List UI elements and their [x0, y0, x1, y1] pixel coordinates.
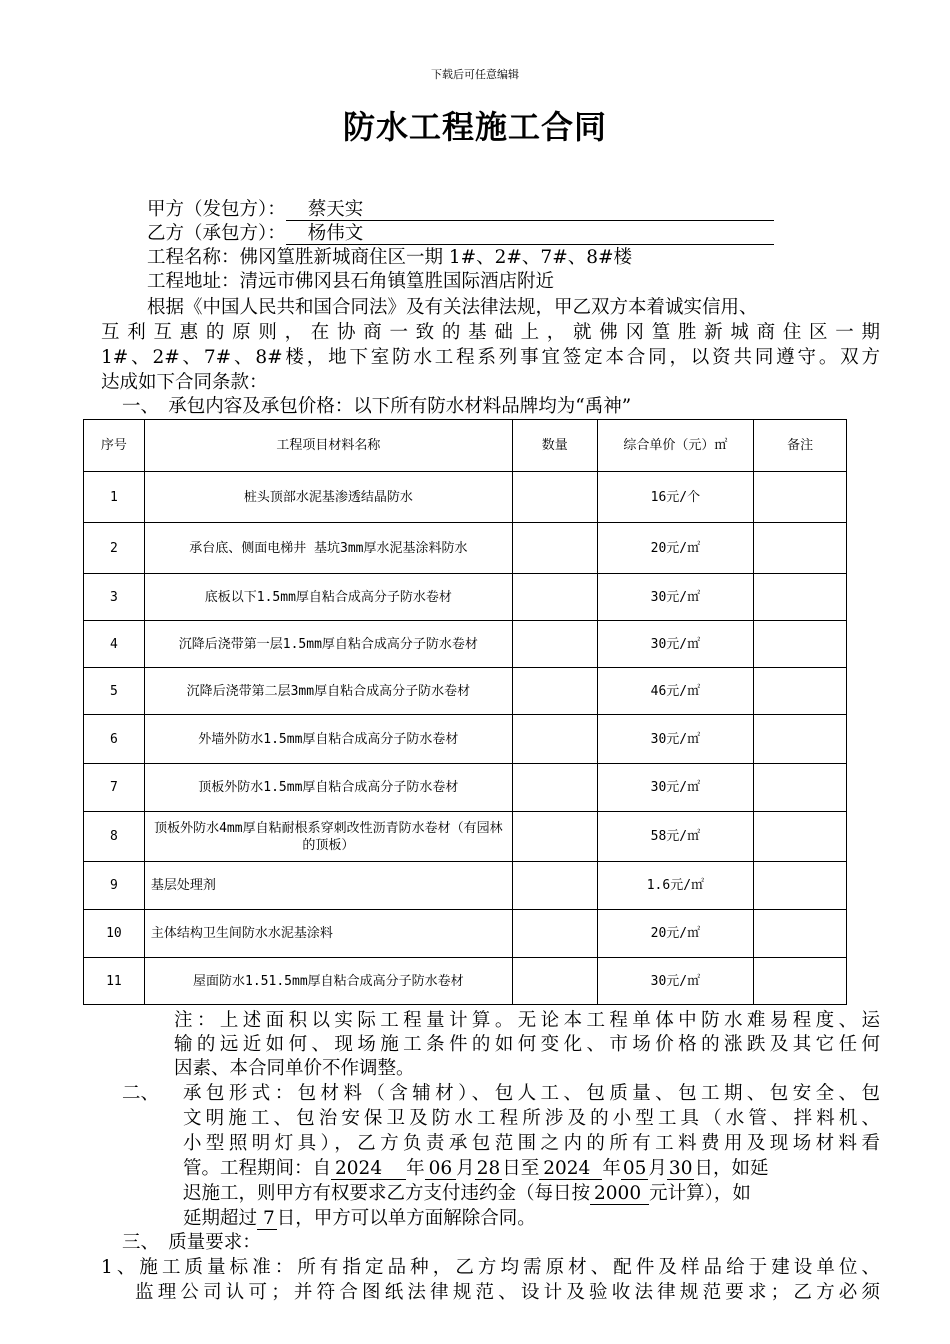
period-text: 年: [602, 1158, 621, 1179]
row-price: 58元/㎡: [597, 812, 754, 862]
start-day: 28: [476, 1158, 501, 1179]
row-no: 1: [84, 472, 145, 523]
header-note: 下载后可任意编辑: [431, 68, 519, 81]
table-row: [84, 621, 847, 668]
section-3-heading: 三、 质量要求：: [122, 1232, 261, 1253]
penalty-text: 元计算），如: [649, 1183, 751, 1204]
penalty-line: [183, 1182, 751, 1206]
section-1-heading: 一、 承包内容及承包价格：以下所有防水材料品牌均为“禹神”: [122, 396, 632, 417]
row-name: 沉降后浇带第一层1.5mm厚自粘合成高分子防水卷材: [144, 621, 512, 668]
construction-period: [183, 1157, 768, 1181]
row-price: 30元/㎡: [597, 715, 754, 764]
row-no: 9: [84, 862, 145, 910]
row-note: [754, 910, 847, 958]
row-price: 30元/㎡: [597, 574, 754, 621]
intro-line: 达成如下合同条款：: [101, 372, 268, 393]
row-name: 沉降后浇带第二层3mm厚自粘合成高分子防水卷材: [144, 668, 512, 715]
section-2-line: 承包形式：包材料（含辅材）、包人工、包质量、包工期、包安全、包: [183, 1083, 880, 1104]
quality-line: 监理公司认可；并符合图纸法律规范、设计及验收法律规范要求；乙方必须: [135, 1282, 880, 1303]
row-no: 6: [84, 715, 145, 764]
row-price: 16元/个: [597, 472, 754, 523]
period-text: 年: [406, 1158, 425, 1179]
quality-line: 1、施工质量标准：所有指定品种，乙方均需原材、配件及样品给于建设单位、: [101, 1257, 880, 1278]
row-qty: [512, 862, 597, 910]
penalty-text: 迟施工，则甲方有权要求乙方支付违约金（每日按: [183, 1183, 591, 1204]
row-name: 主体结构卫生间防水水泥基涂料: [144, 910, 512, 958]
row-no: 11: [84, 958, 145, 1005]
overdue-line: [183, 1207, 536, 1231]
row-qty: [512, 812, 597, 862]
table-row: [84, 574, 847, 621]
row-price: 30元/㎡: [597, 764, 754, 812]
row-qty: [512, 621, 597, 668]
end-month: 05: [622, 1158, 647, 1179]
row-note: [754, 621, 847, 668]
row-note: [754, 812, 847, 862]
row-no: 3: [84, 574, 145, 621]
document-title: 防水工程施工合同: [342, 108, 607, 146]
table-row: [84, 523, 847, 574]
section-2-line: 小型照明灯具），乙方负责承包范围之内的所有工料费用及现场材料看: [183, 1133, 880, 1154]
note-line: 因素、本合同单价不作调整。: [174, 1058, 415, 1079]
row-qty: [512, 472, 597, 523]
end-day: 30: [668, 1158, 693, 1179]
period-text: 管。工程期间：自: [183, 1158, 332, 1179]
row-price: 30元/㎡: [597, 958, 754, 1005]
intro-line: 根据《中国人民共和国合同法》及有关法律法规，甲乙双方本着诚实信用、: [147, 297, 758, 318]
row-name: 屋面防水1.51.5mm厚自粘合成高分子防水卷材: [144, 958, 512, 1005]
overdue-days: 7: [257, 1209, 277, 1230]
row-qty: [512, 764, 597, 812]
party-a-label: 甲方（发包方）：: [147, 199, 286, 220]
row-note: [754, 862, 847, 910]
row-note: [754, 574, 847, 621]
row-qty: [512, 910, 597, 958]
header-qty: 数量: [512, 420, 597, 472]
row-note: [754, 715, 847, 764]
period-text: 月: [648, 1158, 667, 1179]
row-qty: [512, 574, 597, 621]
price-table: [83, 419, 847, 1005]
row-name: 顶板外防水1.5mm厚自粘合成高分子防水卷材: [144, 764, 512, 812]
row-name: 基层处理剂: [144, 862, 512, 910]
row-name: 底板以下1.5mm厚自粘合成高分子防水卷材: [144, 574, 512, 621]
row-note: [754, 958, 847, 1005]
table-row: [84, 862, 847, 910]
row-price: 1.6元/㎡: [597, 862, 754, 910]
row-note: [754, 523, 847, 574]
row-note: [754, 668, 847, 715]
period-text: 日至: [502, 1158, 540, 1179]
row-price: 20元/㎡: [597, 910, 754, 958]
row-no: 7: [84, 764, 145, 812]
overdue-text: 延期超过: [183, 1208, 258, 1229]
header-price: 综合单价（元）㎡: [597, 420, 754, 472]
row-name: 桩头顶部水泥基渗透结晶防水: [144, 472, 512, 523]
row-price: 20元/㎡: [597, 523, 754, 574]
row-note: [754, 764, 847, 812]
section-2-number: 二、: [122, 1083, 160, 1104]
start-month: 06: [425, 1159, 457, 1180]
period-text: 月: [456, 1158, 475, 1179]
row-no: 8: [84, 812, 145, 862]
row-price: 30元/㎡: [597, 621, 754, 668]
table-row: [84, 812, 847, 862]
party-b-label: 乙方（承包方）：: [147, 223, 286, 244]
end-year: 2024: [539, 1159, 602, 1180]
party-a-line: [147, 198, 774, 222]
row-name: 承台底、侧面电梯井 基坑3mm厚水泥基涂料防水: [144, 523, 512, 574]
project-name: 工程名称：佛冈篁胜新城商住区一期 1#、2#、7#、8#楼: [147, 247, 632, 268]
row-qty: [512, 715, 597, 764]
note-line: 注：上述面积以实际工程量计算。无论本工程单体中防水难易程度、运: [174, 1010, 880, 1031]
row-qty: [512, 668, 597, 715]
intro-line: 1#、2#、7#、8#楼，地下室防水工程系列事宜签定本合同，以资共同遵守。双方: [101, 347, 880, 368]
section-2-line: 文明施工、包治安保卫及防水工程所涉及的小型工具（水管、拌料机、: [183, 1108, 880, 1129]
note-line: 输的远近如何、现场施工条件的如何变化、市场价格的涨跌及其它任何: [174, 1034, 880, 1055]
start-year: 2024: [331, 1159, 406, 1180]
row-no: 4: [84, 621, 145, 668]
row-note: [754, 472, 847, 523]
project-address: 工程地址：清远市佛冈县石角镇篁胜国际酒店附近: [147, 271, 555, 292]
party-b-line: [147, 222, 774, 246]
table-row: [84, 472, 847, 523]
table-row: [84, 958, 847, 1005]
table-row: [84, 764, 847, 812]
row-price: 46元/㎡: [597, 668, 754, 715]
header-note-col: 备注: [754, 420, 847, 472]
table-row: [84, 715, 847, 764]
table-header-row: [84, 420, 847, 472]
row-no: 10: [84, 910, 145, 958]
party-a-value: 蔡天实: [286, 200, 774, 221]
penalty-amount: 2000: [590, 1184, 649, 1205]
header-name: 工程项目材料名称: [144, 420, 512, 472]
row-no: 5: [84, 668, 145, 715]
party-b-value: 杨伟文: [286, 224, 774, 245]
row-no: 2: [84, 523, 145, 574]
header-no: 序号: [84, 420, 145, 472]
period-text: 日，如延: [694, 1158, 769, 1179]
overdue-text: 日，甲方可以单方面解除合同。: [276, 1208, 536, 1229]
table-row: [84, 668, 847, 715]
row-name: 外墙外防水1.5mm厚自粘合成高分子防水卷材: [144, 715, 512, 764]
row-name: 顶板外防水4mm厚自粘耐根系穿刺改性沥青防水卷材（有园林的顶板）: [144, 812, 512, 862]
row-qty: [512, 523, 597, 574]
table-row: [84, 910, 847, 958]
row-qty: [512, 958, 597, 1005]
intro-line: 互利互惠的原则，在协商一致的基础上，就佛冈篁胜新城商住区一期: [101, 322, 880, 343]
